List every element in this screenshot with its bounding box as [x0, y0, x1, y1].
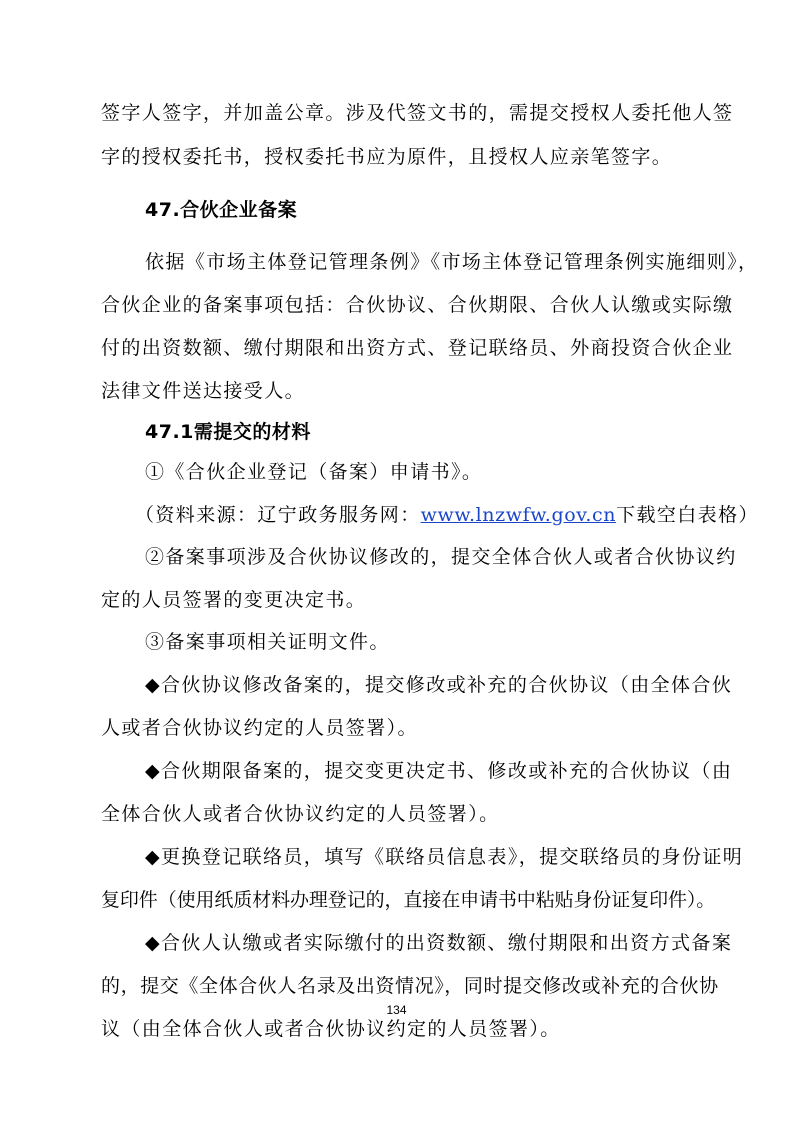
bullet-item: ◆合伙期限备案的，提交变更决定书、修改或补充的合伙协议（由	[145, 760, 733, 782]
source-note	[135, 503, 759, 527]
material-item-1: ①《合伙企业登记（备案）申请书》。	[145, 461, 483, 483]
paragraph-line: 依据《市场主体登记管理条例》《市场主体登记管理条例实施细则》，	[145, 251, 759, 273]
source-prefix: （资料来源：辽宁政务服务网：	[135, 504, 421, 526]
subsection-heading-47-1: 47.1需提交的材料	[145, 421, 311, 443]
paragraph-line: 复印件（使用纸质材料办理登记的，直接在申请书中粘贴身份证复印件）。	[101, 889, 716, 911]
paragraph-line: 全体合伙人或者合伙协议约定的人员签署）。	[101, 803, 500, 825]
paragraph-line: 合伙企业的备案事项包括：合伙协议、合伙期限、合伙人认缴或实际缴	[101, 294, 734, 316]
source-suffix: 下载空白表格）	[616, 504, 759, 526]
source-link[interactable]: www.lnzwfw.gov.cn	[420, 504, 617, 526]
paragraph-line: 字的授权委托书，授权委托书应为原件，且授权人应亲笔签字。	[101, 146, 673, 168]
material-item-2: ②备案事项涉及合伙协议修改的，提交全体合伙人或者合伙协议约	[145, 546, 737, 568]
material-item-3: ③备案事项相关证明文件。	[145, 631, 390, 653]
section-heading-47: 47.合伙企业备案	[145, 199, 298, 221]
paragraph-line: 的，提交《全体合伙人名录及出资情况》，同时提交修改或补充的合伙协	[101, 975, 719, 997]
bullet-item: ◆更换登记联络员，填写《联络员信息表》，提交联络员的身份证明	[145, 846, 744, 868]
page-number: 134	[386, 1003, 407, 1017]
paragraph-line: 议（由全体合伙人或者合伙协议约定的人员签署）。	[101, 1018, 561, 1040]
bullet-item: ◆合伙人认缴或者实际缴付的出资数额、缴付期限和出资方式备案	[145, 932, 733, 954]
paragraph-line: 法律文件送达接受人。	[101, 380, 306, 402]
bullet-item: ◆合伙协议修改备案的，提交修改或补充的合伙协议（由全体合伙	[145, 674, 733, 696]
paragraph-line: 定的人员签署的变更决定书。	[101, 589, 367, 611]
paragraph-line: 人或者合伙协议约定的人员签署）。	[101, 717, 418, 739]
paragraph-line: 签字人签字，并加盖公章。涉及代签文书的，需提交授权人委托他人签	[101, 102, 734, 124]
paragraph-line: 付的出资数额、缴付期限和出资方式、登记联络员、外商投资合伙企业	[101, 337, 734, 359]
